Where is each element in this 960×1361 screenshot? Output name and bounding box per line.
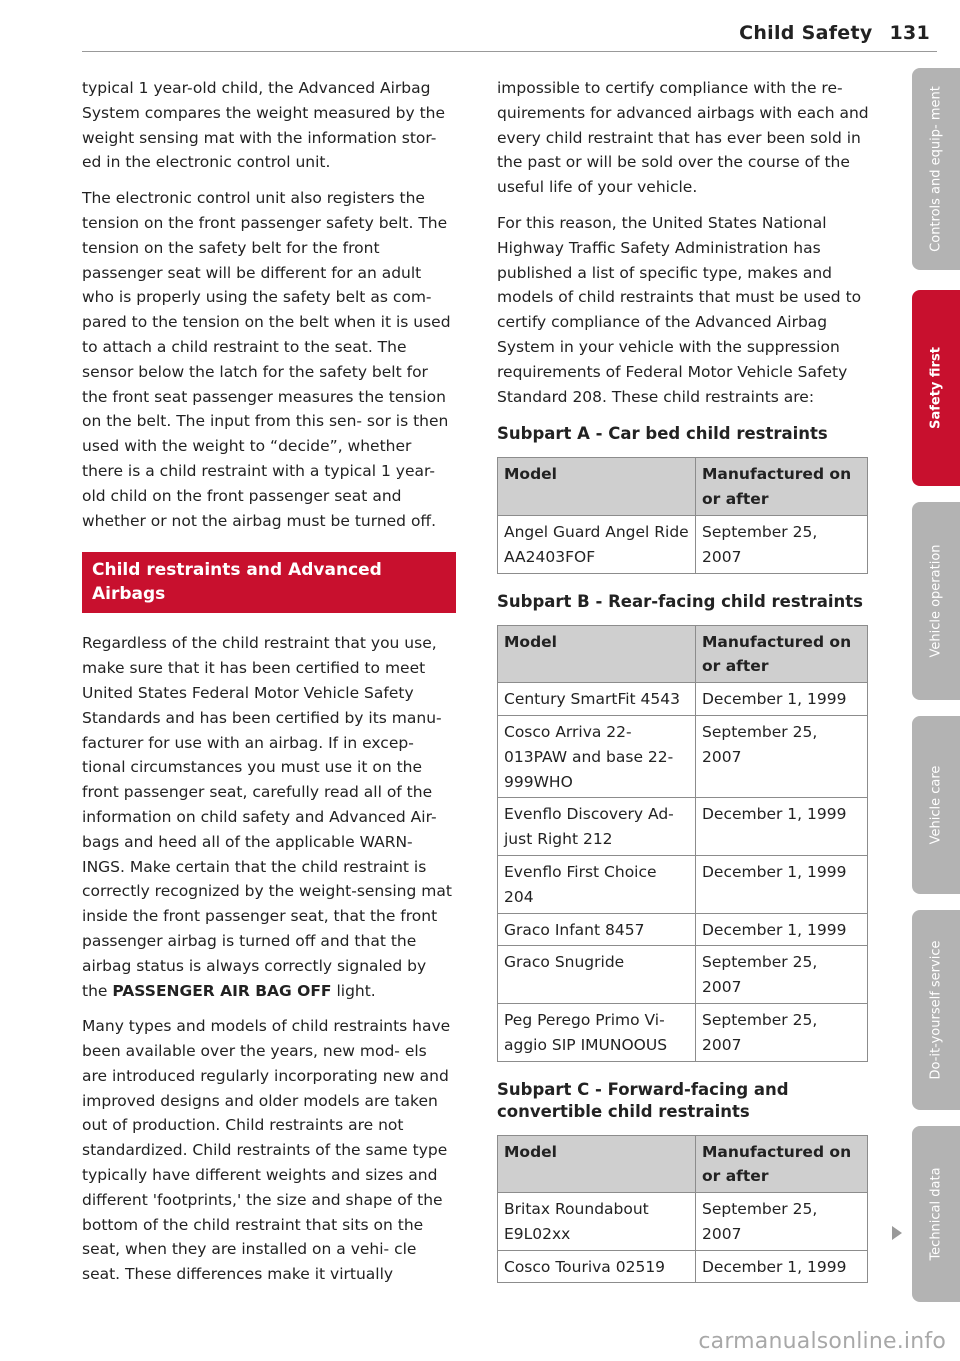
subpart-a-title: Subpart A - Car bed child restraints — [497, 424, 828, 444]
date-cell: September 25, 2007 — [696, 1003, 868, 1061]
paragraph-text: light. — [331, 981, 376, 1000]
table-header-row — [498, 458, 868, 516]
table-header-row — [498, 625, 868, 683]
tab-technical-data[interactable] — [912, 1126, 960, 1302]
table-row — [498, 946, 868, 1004]
model-cell: Angel Guard Angel Ride AA2403FOF — [498, 515, 696, 573]
table-row — [498, 1003, 868, 1061]
table-row — [498, 515, 868, 573]
paragraph: impossible to certify compliance with the re- quirements for advanced airbags with each and every child restraint that has ever been sold in the past or will be sold over the course of the useful life of your vehicle. — [497, 79, 869, 197]
running-header — [739, 22, 930, 44]
tab-controls-and-equipment[interactable] — [912, 68, 960, 270]
left-column — [82, 76, 456, 1298]
model-cell: Britax Roundabout E9L02xx — [498, 1193, 696, 1251]
paragraph: Many types and models of child restraints have been available over the years, new mod- els are introduced regularly incorporating new and improved designs and older models are taken out of production. Child restraints are not standardized. Child restraints of the same type typically have different weights and sizes and different 'footprints,' the size and shape of the bottom of the child restraint that sits on the seat, when they are installed on a vehi- cle seat. These differences make it virtually — [82, 1017, 451, 1284]
tab-label: Technical data — [928, 1167, 944, 1261]
table-row — [498, 683, 868, 716]
date-cell: December 1, 1999 — [696, 913, 868, 946]
model-cell: Peg Perego Primo Vi- aggio SIP IMUNOOUS — [498, 1003, 696, 1061]
date-cell: September 25, 2007 — [696, 1193, 868, 1251]
model-cell: Graco Infant 8457 — [498, 913, 696, 946]
column-header-date: Manufactured on or after — [696, 1135, 868, 1193]
subpart-a-table — [497, 457, 868, 573]
table-row — [498, 1250, 868, 1283]
model-cell: Graco Snugride — [498, 946, 696, 1004]
table-row — [498, 1193, 868, 1251]
subpart-c-table — [497, 1135, 868, 1284]
date-cell: September 25, 2007 — [696, 515, 868, 573]
continue-arrow-icon — [892, 1226, 902, 1240]
column-header-model: Model — [498, 1135, 696, 1193]
tab-label: Vehicle care — [928, 765, 944, 845]
date-cell: December 1, 1999 — [696, 855, 868, 913]
warning-light-name: PASSENGER AIR BAG OFF — [112, 981, 332, 1000]
tab-label: Controls and equip- ment — [928, 86, 944, 252]
tab-vehicle-care[interactable] — [912, 716, 960, 894]
model-cell: Cosco Touriva 02519 — [498, 1250, 696, 1283]
model-cell: Cosco Arriva 22-013PAW and base 22-999WHO — [498, 715, 696, 797]
table-row — [498, 715, 868, 797]
tab-label: Vehicle operation — [928, 544, 944, 658]
model-cell: Evenflo Discovery Ad- just Right 212 — [498, 798, 696, 856]
date-cell: September 25, 2007 — [696, 946, 868, 1004]
tab-do-it-yourself-service[interactable] — [912, 910, 960, 1110]
paragraph: For this reason, the United States National Highway Traffic Safety Administration has published a list of specific type, makes and models of child restraints that must be used to certify compliance of the Advanced Airbag System in your vehicle with the suppression requirements of Federal Motor Vehicle Safety Standard 208. These child restraints are: — [497, 213, 862, 406]
section-title: Child Safety — [739, 22, 873, 44]
tab-label: Safety first — [928, 347, 944, 429]
table-row — [498, 798, 868, 856]
paragraph: The electronic control unit also registers the tension on the front passenger safety belt. The tension on the safety belt for the front passenger seat will be different for an adult who is properly using the safety belt as com- pared to the tension on the belt when it is used to attach a child restraint to the seat. The sensor below the latch for the safety belt for the front seat passenger measures the tension on the belt. The input from this sen- sor is then used with the weight to “decide”, whether there is a child restraint with a typical 1 year-old child on the front passenger seat and whether or not the airbag must be turned off. — [82, 189, 451, 530]
page-number: 131 — [889, 22, 930, 44]
header-rule — [82, 51, 937, 52]
watermark: carmanualsonline.info — [698, 1329, 946, 1354]
tab-safety-first[interactable] — [912, 290, 960, 486]
table-header-row — [498, 1135, 868, 1193]
date-cell: December 1, 1999 — [696, 798, 868, 856]
column-header-date: Manufactured on or after — [696, 458, 868, 516]
date-cell: December 1, 1999 — [696, 1250, 868, 1283]
subpart-b-title: Subpart B - Rear-facing child restraints — [497, 591, 863, 611]
section-heading: Child restraints and Advanced Airbags — [82, 552, 456, 613]
date-cell: December 1, 1999 — [696, 683, 868, 716]
tab-label: Do-it-yourself service — [928, 940, 944, 1080]
date-cell: September 25, 2007 — [696, 715, 868, 797]
table-row — [498, 913, 868, 946]
table-row — [498, 855, 868, 913]
column-header-model: Model — [498, 625, 696, 683]
subpart-b-table — [497, 625, 868, 1062]
model-cell: Evenflo First Choice 204 — [498, 855, 696, 913]
right-column — [497, 76, 871, 1300]
column-header-model: Model — [498, 458, 696, 516]
subpart-c-title: Subpart C - Forward-facing and convertible child restraints — [497, 1079, 789, 1121]
paragraph: typical 1 year-old child, the Advanced Airbag System compares the weight measured by the weight sensing mat with the information stor- ed in the electronic control unit. — [82, 79, 446, 172]
paragraph-text: Regardless of the child restraint that you use, make sure that it has been certified to meet United States Federal Motor Vehicle Safety Standards and has been certified by its manu- facturer for use with an airbag. If in excep- tional circumstances you must use it on the front passenger seat, carefully read all of the information on child safety and Advanced Air- bags and heed all of the applicable WARN- INGS. Make certain that the child restraint is correctly recognized by the weight-sensing mat inside the front passenger seat, that the front passenger airbag is turned off and that the airbag status is always correctly signaled by the — [82, 634, 452, 1000]
paragraph — [82, 631, 456, 1003]
tab-vehicle-operation[interactable] — [912, 502, 960, 700]
column-header-date: Manufactured on or after — [696, 625, 868, 683]
model-cell: Century SmartFit 4543 — [498, 683, 696, 716]
